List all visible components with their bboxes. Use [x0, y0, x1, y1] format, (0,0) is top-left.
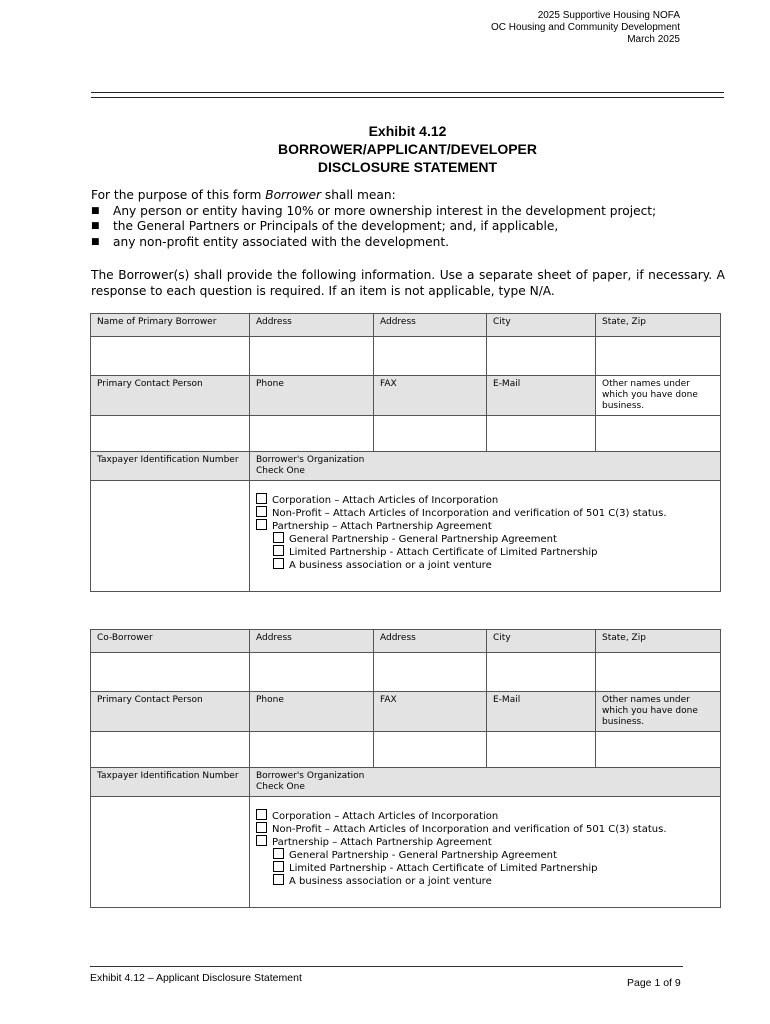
option-limited-partnership[interactable]: Limited Partnership - Attach Certificate of Limited Partnership	[256, 861, 714, 874]
checkbox[interactable]	[273, 874, 284, 885]
state-zip-field[interactable]	[596, 653, 721, 692]
taxpayer-id-field[interactable]	[91, 797, 250, 908]
checkbox[interactable]	[273, 848, 284, 859]
label-address-2: Address	[374, 314, 487, 337]
label-city: City	[487, 314, 596, 337]
header-date: March 2025	[627, 34, 680, 45]
address-2-field[interactable]	[374, 337, 487, 376]
email-field[interactable]	[487, 416, 596, 452]
checkbox[interactable]	[256, 519, 267, 530]
option-non-profit[interactable]: Non-Profit – Attach Articles of Incorporation and verification of 501 C(3) status.	[256, 506, 714, 519]
option-limited-partnership[interactable]: Limited Partnership - Attach Certificate of Limited Partnership	[256, 545, 714, 558]
address-field[interactable]	[250, 337, 374, 376]
checkbox[interactable]	[256, 822, 267, 833]
organization-options	[250, 481, 721, 592]
header-program: 2025 Supportive Housing NOFA	[537, 10, 680, 21]
label-email: E-Mail	[487, 692, 596, 732]
definition-bullet: ■ the General Partners or Principals of the development; and, if applicable,	[91, 219, 559, 233]
title-line-1: BORROWER/APPLICANT/DEVELOPER	[277, 141, 537, 157]
exhibit-number: Exhibit 4.12	[368, 123, 447, 139]
label-other-names: Other names under which you have done business.	[596, 692, 721, 732]
taxpayer-id-field[interactable]	[91, 481, 250, 592]
label-address-2: Address	[374, 630, 487, 653]
address-field[interactable]	[250, 653, 374, 692]
label-organization: Borrower's Organization Check One	[250, 452, 721, 481]
document-title	[91, 122, 724, 176]
primary-borrower-table	[90, 313, 721, 592]
checkbox[interactable]	[256, 835, 267, 846]
option-joint-venture[interactable]: A business association or a joint venture	[256, 874, 714, 887]
checkbox[interactable]	[256, 809, 267, 820]
label-taxpayer-id: Taxpayer Identification Number	[91, 452, 250, 481]
other-names-field[interactable]	[596, 416, 721, 452]
co-borrower-table	[90, 629, 721, 908]
other-names-field[interactable]	[596, 732, 721, 768]
co-borrower-name-field[interactable]	[91, 653, 250, 692]
city-field[interactable]	[487, 337, 596, 376]
bullet-icon: ■	[91, 205, 100, 216]
label-state-zip: State, Zip	[596, 630, 721, 653]
label-state-zip: State, Zip	[596, 314, 721, 337]
city-field[interactable]	[487, 653, 596, 692]
document-header	[491, 10, 680, 46]
option-partnership[interactable]: Partnership – Attach Partnership Agreement	[256, 835, 714, 848]
label-phone: Phone	[250, 692, 374, 732]
phone-field[interactable]	[250, 732, 374, 768]
header-agency: OC Housing and Community Development	[491, 22, 680, 33]
checkbox[interactable]	[256, 506, 267, 517]
label-city: City	[487, 630, 596, 653]
checkbox[interactable]	[273, 558, 284, 569]
label-co-borrower: Co-Borrower	[91, 630, 250, 653]
header-double-rule	[91, 92, 724, 98]
option-general-partnership[interactable]: General Partnership - General Partnership Agreement	[256, 848, 714, 861]
checkbox[interactable]	[273, 861, 284, 872]
label-taxpayer-id: Taxpayer Identification Number	[91, 768, 250, 797]
label-address: Address	[250, 314, 374, 337]
email-field[interactable]	[487, 732, 596, 768]
label-email: E-Mail	[487, 376, 596, 416]
definition-lead: For the purpose of this form Borrower shall mean:	[91, 188, 396, 202]
option-corporation[interactable]: Corporation – Attach Articles of Incorporation	[256, 493, 714, 506]
bullet-icon: ■	[91, 221, 100, 231]
definition-list	[91, 204, 731, 251]
footer-title: Exhibit 4.12 – Applicant Disclosure Statement	[90, 972, 302, 984]
definition-bullet: ■ any non-profit entity associated with the development.	[91, 234, 450, 249]
option-corporation[interactable]: Corporation – Attach Articles of Incorporation	[256, 809, 714, 822]
primary-contact-field[interactable]	[91, 416, 250, 452]
definition-bullet: ■ Any person or entity having 10% or more ownership interest in the development project;	[91, 203, 657, 218]
option-joint-venture[interactable]: A business association or a joint venture	[256, 558, 714, 571]
organization-options	[250, 797, 721, 908]
instructions-paragraph: The Borrower(s) shall provide the following information. Use a separate sheet of paper, if necessary. A response to each question is required. If an item is not applicable, type N/A.	[91, 268, 725, 298]
page-number: Page 1 of 9	[627, 977, 681, 989]
bullet-icon: ■	[91, 236, 100, 247]
state-zip-field[interactable]	[596, 337, 721, 376]
label-primary-borrower-name: Name of Primary Borrower	[91, 314, 250, 337]
option-general-partnership[interactable]: General Partnership - General Partnership Agreement	[256, 532, 714, 545]
footer-rule	[90, 966, 683, 967]
label-organization: Borrower's Organization Check One	[250, 768, 721, 797]
label-address: Address	[250, 630, 374, 653]
option-non-profit[interactable]: Non-Profit – Attach Articles of Incorporation and verification of 501 C(3) status.	[256, 822, 714, 835]
title-line-2: DISCLOSURE STATEMENT	[317, 159, 498, 175]
label-primary-contact: Primary Contact Person	[91, 376, 250, 416]
fax-field[interactable]	[374, 416, 487, 452]
primary-borrower-name-field[interactable]	[91, 337, 250, 376]
option-partnership[interactable]: Partnership – Attach Partnership Agreement	[256, 519, 714, 532]
checkbox[interactable]	[256, 493, 267, 504]
label-fax: FAX	[374, 692, 487, 732]
label-primary-contact: Primary Contact Person	[91, 692, 250, 732]
phone-field[interactable]	[250, 416, 374, 452]
primary-contact-field[interactable]	[91, 732, 250, 768]
label-fax: FAX	[374, 376, 487, 416]
fax-field[interactable]	[374, 732, 487, 768]
label-phone: Phone	[250, 376, 374, 416]
address-2-field[interactable]	[374, 653, 487, 692]
label-other-names: Other names under which you have done business.	[596, 376, 721, 416]
borrower-definition	[91, 188, 731, 250]
checkbox[interactable]	[273, 545, 284, 556]
checkbox[interactable]	[273, 532, 284, 543]
